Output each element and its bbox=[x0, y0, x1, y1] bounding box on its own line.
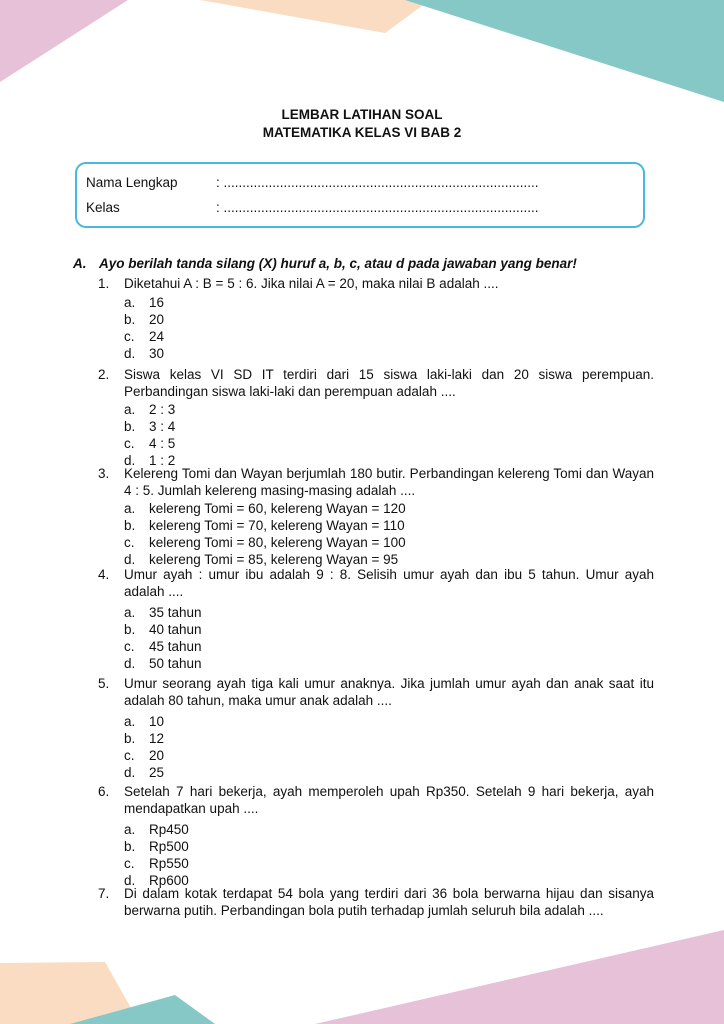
option-text: 30 bbox=[149, 345, 165, 361]
instruction-text: Ayo berilah tanda silang (X) huruf a, b, c, atau d pada jawaban yang benar! bbox=[99, 256, 577, 271]
bottom-left-teal-shape bbox=[70, 995, 215, 1024]
option-list bbox=[124, 604, 654, 672]
option-a[interactable] bbox=[124, 500, 654, 517]
question-text: Kelereng Tomi dan Wayan berjumlah 180 butir. Perbandingan kelereng Tomi dan Wayan 4 : 5. Jumlah kelereng masing-masing adalah .... bbox=[124, 466, 654, 498]
option-c[interactable] bbox=[124, 638, 654, 655]
question-number: 7. bbox=[98, 886, 110, 901]
option-letter: b. bbox=[124, 731, 136, 746]
question-4 bbox=[98, 567, 654, 672]
option-c[interactable] bbox=[124, 328, 654, 345]
option-letter: b. bbox=[124, 622, 136, 637]
option-d[interactable] bbox=[124, 764, 654, 781]
question-number: 1. bbox=[98, 276, 110, 291]
option-b[interactable] bbox=[124, 517, 654, 534]
option-text: 4 : 5 bbox=[149, 436, 176, 451]
option-text: 10 bbox=[149, 714, 165, 729]
bottom-right-pink-shape bbox=[315, 930, 724, 1024]
option-text: 20 bbox=[149, 311, 165, 327]
option-letter: c. bbox=[124, 436, 135, 451]
option-a[interactable] bbox=[124, 294, 654, 311]
question-number: 5. bbox=[98, 676, 110, 691]
option-letter: a. bbox=[124, 714, 136, 729]
option-text: 16 bbox=[149, 294, 165, 310]
option-text: Rp500 bbox=[149, 839, 189, 854]
option-text: Rp550 bbox=[149, 856, 189, 871]
option-text: 35 tahun bbox=[149, 605, 202, 620]
option-text: 25 bbox=[149, 765, 165, 780]
question-number: 6. bbox=[98, 784, 110, 799]
question-text: Umur ayah : umur ibu adalah 9 : 8. Selisih umur ayah dan ibu 5 tahun. Umur ayah adalah .... bbox=[124, 567, 654, 599]
question-text: Siswa kelas VI SD IT terdiri dari 15 siswa laki-laki dan 20 siswa perempuan. Perbandingan siswa laki-laki dan perempuan adalah .... bbox=[124, 367, 654, 399]
question-6 bbox=[98, 784, 654, 889]
option-letter: c. bbox=[124, 328, 135, 344]
option-text: kelereng Tomi = 70, kelereng Wayan = 110 bbox=[149, 518, 405, 533]
option-list bbox=[124, 821, 654, 889]
option-a[interactable] bbox=[124, 604, 654, 621]
option-text: 1 : 2 bbox=[149, 453, 176, 468]
question-3 bbox=[98, 466, 654, 568]
option-text: 45 tahun bbox=[149, 639, 202, 654]
top-right-teal-shape bbox=[405, 0, 724, 102]
option-text: kelereng Tomi = 60, kelereng Wayan = 120 bbox=[149, 501, 406, 516]
question-text: Umur seorang ayah tiga kali umur anaknya. Jika jumlah umur ayah dan anak saat itu adalah 80 tahun, maka umur anak adalah .... bbox=[124, 676, 654, 708]
question-7 bbox=[98, 886, 654, 919]
option-a[interactable] bbox=[124, 401, 654, 418]
option-b[interactable] bbox=[124, 418, 654, 435]
question-number: 2. bbox=[98, 367, 110, 382]
option-letter: c. bbox=[124, 535, 135, 550]
class-label: Kelas bbox=[86, 200, 120, 215]
option-letter: c. bbox=[124, 748, 135, 763]
question-number: 4. bbox=[98, 567, 110, 582]
option-letter: d. bbox=[124, 453, 136, 468]
option-b[interactable] bbox=[124, 311, 654, 328]
option-text: 24 bbox=[149, 328, 165, 344]
option-text: 50 tahun bbox=[149, 656, 202, 671]
option-letter: a. bbox=[124, 501, 136, 516]
option-text: 12 bbox=[149, 731, 165, 746]
option-d[interactable] bbox=[124, 655, 654, 672]
class-row bbox=[86, 200, 539, 215]
option-list bbox=[124, 713, 654, 781]
option-text: kelereng Tomi = 80, kelereng Wayan = 100 bbox=[149, 535, 406, 550]
page-title: LEMBAR LATIHAN SOAL bbox=[281, 107, 443, 122]
option-letter: a. bbox=[124, 294, 136, 310]
question-5 bbox=[98, 676, 654, 781]
question-2 bbox=[98, 367, 654, 469]
page-subtitle: MATEMATIKA KELAS VI BAB 2 bbox=[262, 125, 462, 140]
option-c[interactable] bbox=[124, 534, 654, 551]
class-field[interactable]: : .................................................................................... bbox=[216, 200, 539, 215]
option-text: kelereng Tomi = 85, kelereng Wayan = 95 bbox=[149, 552, 399, 567]
option-text: Rp450 bbox=[149, 822, 189, 837]
name-label: Nama Lengkap bbox=[86, 175, 178, 190]
top-left-pink-shape bbox=[0, 0, 128, 82]
top-peach-shape bbox=[200, 0, 430, 33]
option-letter: d. bbox=[124, 345, 136, 361]
section-letter: A. bbox=[73, 256, 87, 271]
option-c[interactable] bbox=[124, 435, 654, 452]
option-b[interactable] bbox=[124, 730, 654, 747]
option-letter: b. bbox=[124, 839, 136, 854]
option-d[interactable] bbox=[124, 551, 654, 568]
identity-box bbox=[75, 162, 645, 228]
option-c[interactable] bbox=[124, 855, 654, 872]
option-b[interactable] bbox=[124, 621, 654, 638]
name-row bbox=[86, 175, 539, 190]
option-a[interactable] bbox=[124, 821, 654, 838]
option-a[interactable] bbox=[124, 713, 654, 730]
option-letter: b. bbox=[124, 311, 136, 327]
question-1 bbox=[98, 276, 654, 362]
option-text: 2 : 3 bbox=[149, 402, 176, 417]
option-text: 40 tahun bbox=[149, 622, 202, 637]
bottom-left-peach-shape bbox=[0, 962, 140, 1024]
option-letter: d. bbox=[124, 656, 136, 671]
option-list bbox=[124, 294, 654, 362]
option-text: Rp600 bbox=[149, 873, 189, 888]
option-letter: d. bbox=[124, 552, 136, 567]
option-letter: d. bbox=[124, 873, 136, 888]
option-letter: a. bbox=[124, 822, 136, 837]
option-letter: b. bbox=[124, 518, 136, 533]
section-a-instruction bbox=[73, 256, 673, 271]
question-text: Setelah 7 hari bekerja, ayah memperoleh upah Rp350. Setelah 9 hari bekerja, ayah mendapatkan upah .... bbox=[124, 784, 654, 816]
option-letter: c. bbox=[124, 856, 135, 871]
option-list bbox=[124, 401, 654, 469]
option-text: 20 bbox=[149, 748, 165, 763]
option-d[interactable] bbox=[124, 345, 654, 362]
question-number: 3. bbox=[98, 466, 110, 481]
option-letter: b. bbox=[124, 419, 136, 434]
option-c[interactable] bbox=[124, 747, 654, 764]
name-field[interactable]: : .................................................................................... bbox=[216, 175, 539, 190]
question-text: Diketahui A : B = 5 : 6. Jika nilai A = 20, maka nilai B adalah .... bbox=[124, 276, 499, 291]
option-letter: c. bbox=[124, 639, 135, 654]
option-letter: d. bbox=[124, 765, 136, 780]
option-list bbox=[124, 500, 654, 568]
question-text: Di dalam kotak terdapat 54 bola yang terdiri dari 36 bola berwarna hijau dan sisanya berwarna putih. Perbandingan bola putih terhadap jumlah seluruh bila adalah .... bbox=[124, 886, 654, 918]
option-letter: a. bbox=[124, 402, 136, 417]
option-b[interactable] bbox=[124, 838, 654, 855]
option-letter: a. bbox=[124, 605, 136, 620]
option-text: 3 : 4 bbox=[149, 419, 176, 434]
